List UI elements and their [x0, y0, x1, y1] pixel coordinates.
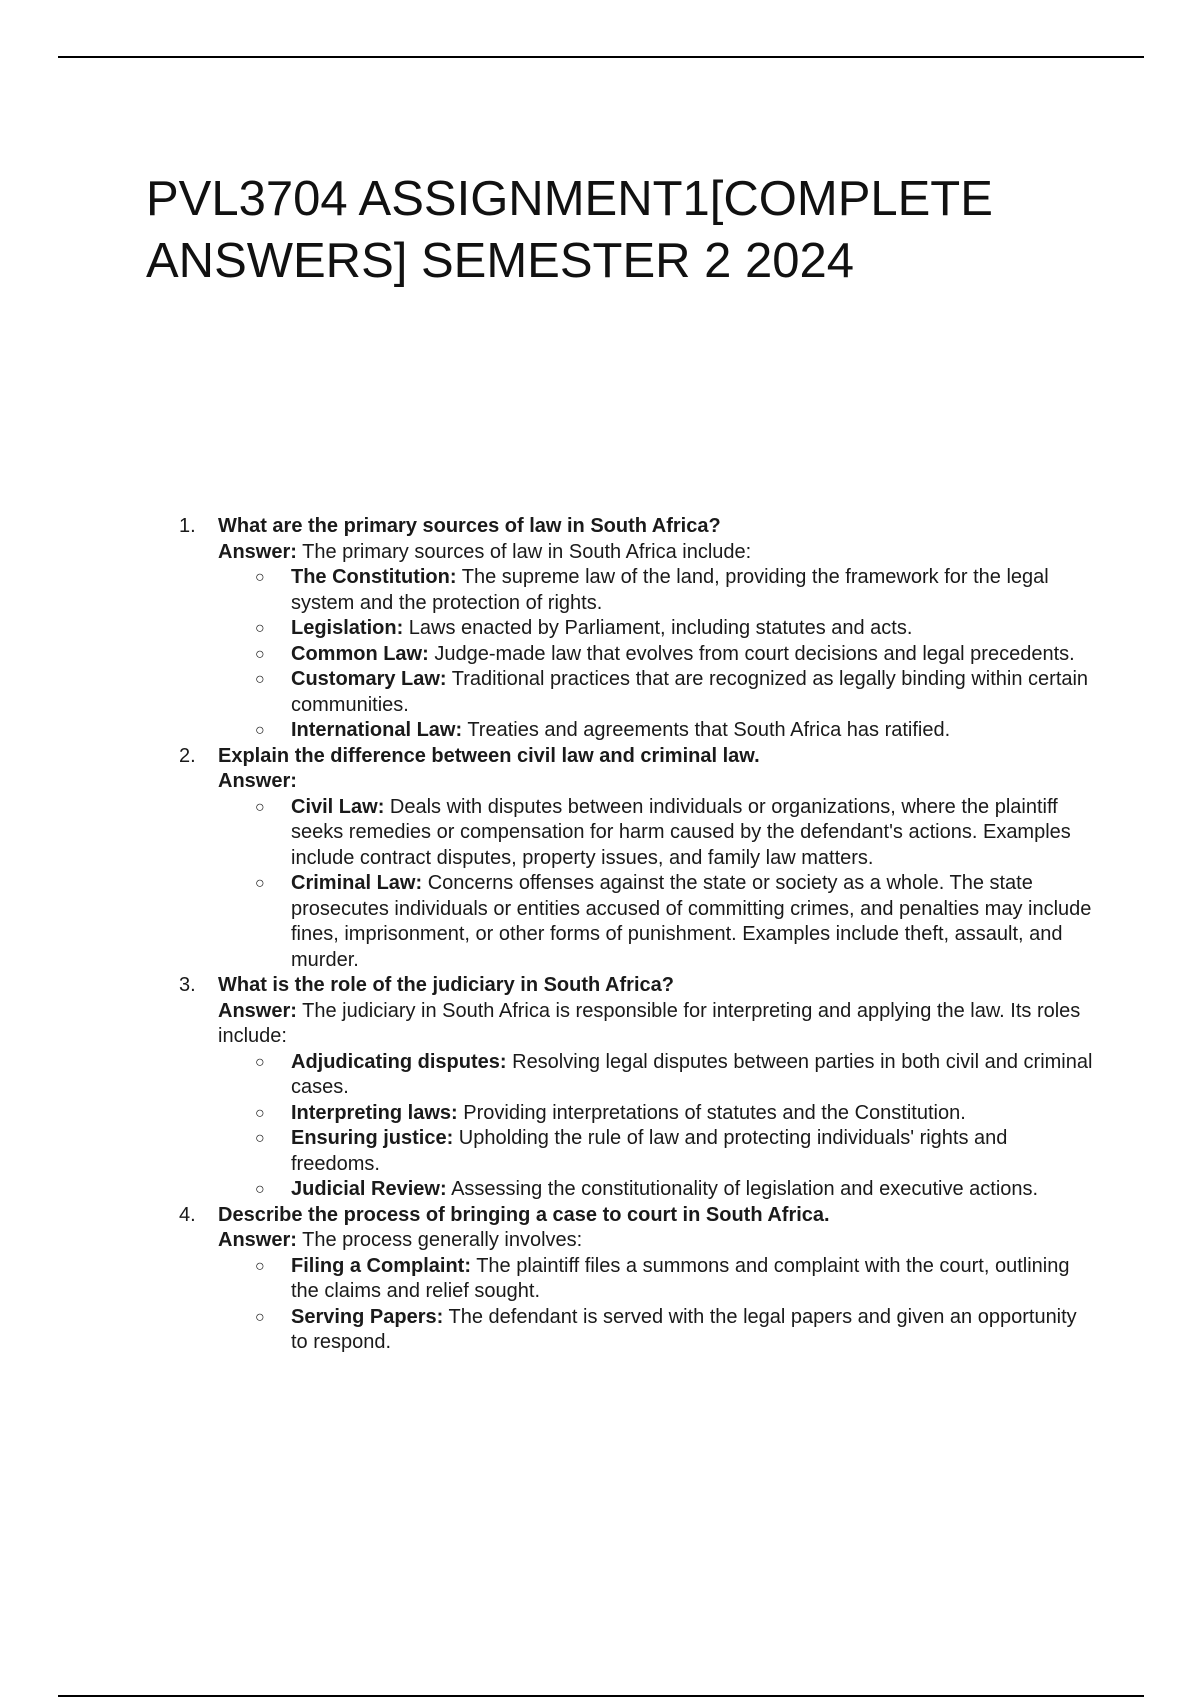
answer-intro	[218, 540, 1098, 566]
point-term: Legislation:	[291, 617, 404, 639]
hollow-circle-bullet-icon: ○	[255, 875, 265, 892]
hollow-circle-bullet-icon: ○	[255, 569, 265, 586]
answer-intro-text: The process generally involves:	[296, 1229, 583, 1251]
point-text: Upholding the rule of law and protecting individuals' rights and freedoms.	[291, 1127, 1008, 1175]
point-text: Deals with disputes between individuals or organizations, where the plaintiff seeks remedies or compensation for harm caused by the defendant's actions. Examples include contract disputes, property issues, and family law matters.	[291, 795, 1071, 869]
point-text: The supreme law of the land, providing the framework for the legal system and the protection of rights.	[291, 566, 1049, 614]
point-term: Civil Law:	[291, 795, 385, 818]
top-divider	[58, 56, 1144, 58]
answer-points	[218, 795, 1098, 974]
point-text: Assessing the constitutionality of legislation and executive actions.	[446, 1178, 1039, 1200]
answer-point	[218, 1177, 1098, 1203]
point-term: Common Law:	[291, 642, 429, 665]
hollow-circle-bullet-icon: ○	[255, 1181, 265, 1198]
bottom-divider	[58, 1695, 1144, 1697]
question-list	[179, 514, 1098, 1356]
answer-point	[218, 795, 1098, 872]
answer-points	[218, 565, 1098, 744]
answer-points	[218, 1050, 1098, 1203]
answer-point	[218, 1254, 1098, 1305]
point-text: Traditional practices that are recognized as legally binding within certain communities.	[291, 668, 1089, 716]
point-term: Customary Law:	[291, 668, 447, 690]
answer-label: Answer:	[218, 1229, 297, 1251]
answer-point	[218, 616, 1098, 642]
answer-point	[218, 871, 1098, 973]
point-text: Concerns offenses against the state or society as a whole. The state prosecutes individuals or entities accused of committing crimes, and penalties may include fines, imprisonment, or other forms of punishment. Examples include theft, assault, and murder.	[291, 872, 1092, 971]
question-item	[179, 744, 1098, 974]
question-item	[179, 1203, 1098, 1356]
point-term: Criminal Law:	[291, 872, 423, 894]
hollow-circle-bullet-icon: ○	[255, 645, 265, 663]
question-text: What is the role of the judiciary in South Africa?	[218, 974, 674, 996]
answer-intro-text: The judiciary in South Africa is responsible for interpreting and applying the law. Its roles include:	[218, 999, 1081, 1047]
answer-point	[218, 1101, 1098, 1127]
point-term: The Constitution:	[291, 566, 457, 588]
point-term: Interpreting laws:	[291, 1101, 458, 1124]
point-term: Filing a Complaint:	[291, 1254, 471, 1277]
document-title: PVL3704 ASSIGNMENT1[COMPLETE ANSWERS] SEMESTER 2 2024	[146, 172, 993, 288]
hollow-circle-bullet-icon: ○	[255, 1130, 265, 1147]
answer-points	[218, 1254, 1098, 1356]
question-text: Explain the difference between civil law and criminal law.	[218, 744, 760, 767]
point-text: Judge-made law that evolves from court decisions and legal precedents.	[428, 642, 1075, 665]
question-number: 3.	[179, 974, 196, 996]
answer-label: Answer:	[218, 540, 297, 563]
hollow-circle-bullet-icon: ○	[255, 722, 265, 739]
answer-intro	[218, 1228, 1098, 1254]
point-term: International Law:	[291, 719, 463, 741]
hollow-circle-bullet-icon: ○	[255, 1308, 265, 1326]
point-term: Judicial Review:	[291, 1178, 447, 1200]
question-number: 4.	[179, 1203, 196, 1226]
answer-intro	[218, 769, 1098, 795]
question-number: 2.	[179, 744, 196, 767]
point-term: Serving Papers:	[291, 1305, 444, 1328]
point-term: Adjudicating disputes:	[291, 1050, 507, 1073]
answer-point	[218, 718, 1098, 744]
answer-point	[218, 1126, 1098, 1177]
question-item	[179, 514, 1098, 744]
hollow-circle-bullet-icon: ○	[255, 1257, 265, 1275]
answer-point	[218, 667, 1098, 718]
hollow-circle-bullet-icon: ○	[255, 798, 265, 816]
question-text: Describe the process of bringing a case to court in South Africa.	[218, 1203, 830, 1226]
answer-point	[218, 1050, 1098, 1101]
answer-point	[218, 1305, 1098, 1356]
answer-label: Answer:	[218, 770, 297, 792]
point-text: The defendant is served with the legal papers and given an opportunity to respond.	[291, 1305, 1077, 1353]
point-term: Ensuring justice:	[291, 1127, 454, 1149]
hollow-circle-bullet-icon: ○	[255, 1104, 265, 1122]
hollow-circle-bullet-icon: ○	[255, 1053, 265, 1071]
answer-intro	[218, 999, 1098, 1050]
point-text: Providing interpretations of statutes and the Constitution.	[457, 1101, 966, 1124]
point-text: The plaintiff files a summons and complaint with the court, outlining the claims and relief sought.	[291, 1254, 1070, 1302]
question-text: What are the primary sources of law in South Africa?	[218, 515, 721, 537]
question-number: 1.	[179, 515, 196, 537]
point-text: Treaties and agreements that South Africa has ratified.	[462, 719, 951, 741]
hollow-circle-bullet-icon: ○	[255, 671, 265, 688]
answer-intro-text: The primary sources of law in South Africa include:	[296, 540, 752, 563]
point-text: Laws enacted by Parliament, including statutes and acts.	[403, 617, 913, 639]
hollow-circle-bullet-icon: ○	[255, 620, 265, 637]
answer-point	[218, 642, 1098, 668]
answer-point	[218, 565, 1098, 616]
question-item	[179, 973, 1098, 1203]
point-text: Resolving legal disputes between parties in both civil and criminal cases.	[291, 1050, 1093, 1098]
answer-label: Answer:	[218, 999, 297, 1022]
